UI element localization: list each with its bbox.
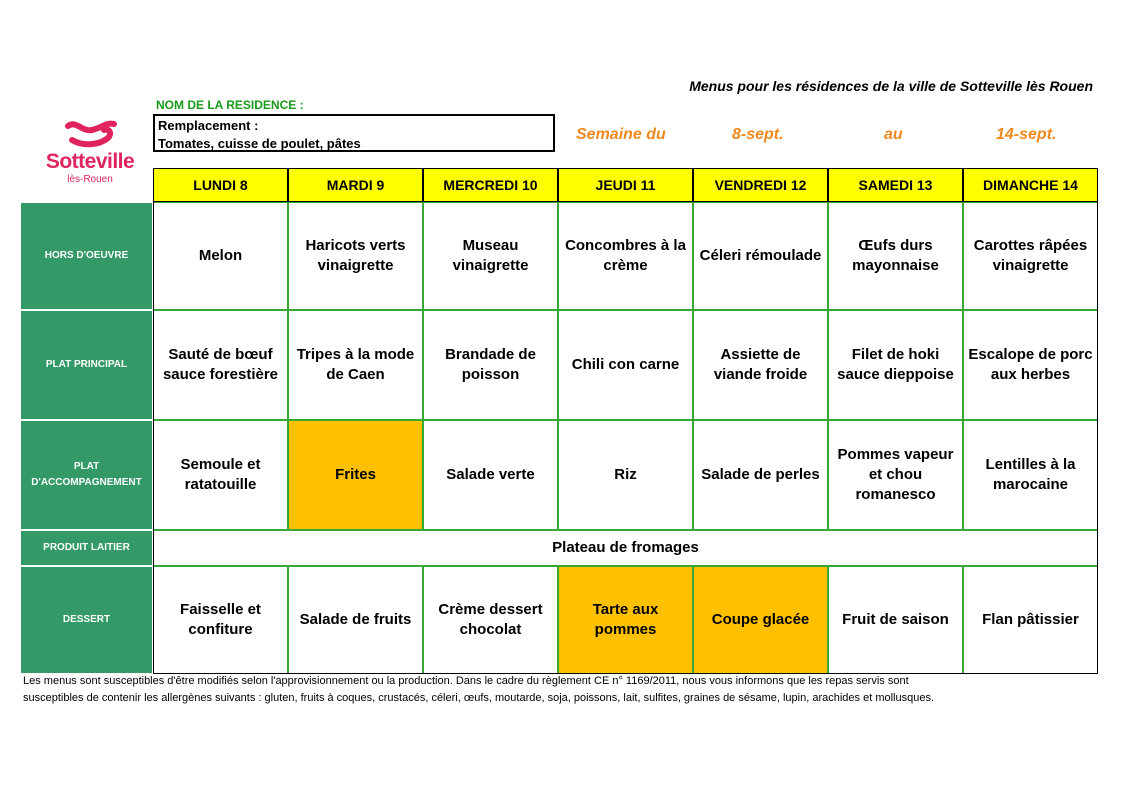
menu-cell: Semoule et ratatouille: [153, 420, 288, 530]
row-label: PRODUIT LAITIER: [20, 530, 153, 566]
day-header: SAMEDI 13: [828, 168, 963, 202]
menu-cell: Flan pâtissier: [963, 566, 1098, 674]
menu-cell: Museau vinaigrette: [423, 202, 558, 310]
day-header: LUNDI 8: [153, 168, 288, 202]
menu-cell: Concombres à la crème: [558, 202, 693, 310]
menu-cell: Salade verte: [423, 420, 558, 530]
footer-line-1: Les menus sont susceptibles d'être modifiés selon l'approvisionnement ou la production. Dans le cadre du règlement CE n° 1169/2011, nous vous informons que les repas servis sont: [23, 675, 909, 687]
day-header: MERCREDI 10: [423, 168, 558, 202]
week-start: 8-sept.: [732, 126, 784, 143]
menu-cell: Haricots verts vinaigrette: [288, 202, 423, 310]
day-header: JEUDI 11: [558, 168, 693, 202]
allergen-notice: [23, 673, 1103, 707]
footer-line-2: susceptibles de contenir les allergènes suivants : gluten, fruits à coques, crustacés, céleri, œufs, moutarde, soja, poissons, lait, sulfites, graines de sésame, lupin, arachides et mollusques.: [23, 692, 935, 704]
merged-menu-cell: Plateau de fromages: [153, 530, 1098, 566]
menu-cell: Assiette de viande froide: [693, 310, 828, 420]
menu-cell: Riz: [558, 420, 693, 530]
menu-cell: Lentilles à la marocaine: [963, 420, 1098, 530]
logo-swirl-icon: [62, 118, 118, 148]
menu-cell: Faisselle et confiture: [153, 566, 288, 674]
menu-cell: Frites: [288, 420, 423, 530]
replacement-label: Remplacement :: [158, 118, 259, 133]
week-end: 14-sept.: [996, 126, 1057, 143]
menu-cell: Œufs durs mayonnaise: [828, 202, 963, 310]
row-label: PLAT D'ACCOMPAGNEMENT: [20, 420, 153, 530]
menu-cell: Pommes vapeur et chou romanesco: [828, 420, 963, 530]
logo-subtitle: lès-Rouen: [67, 174, 113, 185]
menu-cell: Sauté de bœuf sauce forestière: [153, 310, 288, 420]
menu-cell: Salade de perles: [693, 420, 828, 530]
menu-cell: Carottes râpées vinaigrette: [963, 202, 1098, 310]
page-title: Menus pour les résidences de la ville de Sotteville lès Rouen: [689, 78, 1093, 94]
menu-cell: Melon: [153, 202, 288, 310]
residence-box: [153, 114, 555, 152]
logo-name: Sotteville: [45, 150, 135, 173]
menu-table: [20, 168, 1098, 674]
day-header: DIMANCHE 14: [963, 168, 1098, 202]
menu-cell: Brandade de poisson: [423, 310, 558, 420]
menu-cell: Tarte aux pommes: [558, 566, 693, 674]
row-label: HORS D'OEUVRE: [20, 202, 153, 310]
menu-cell: Crème dessert chocolat: [423, 566, 558, 674]
menu-cell: Filet de hoki sauce dieppoise: [828, 310, 963, 420]
menu-cell: Salade de fruits: [288, 566, 423, 674]
menu-cell: Céleri rémoulade: [693, 202, 828, 310]
row-label: PLAT PRINCIPAL: [20, 310, 153, 420]
menu-cell: Coupe glacée: [693, 566, 828, 674]
week-prefix: Semaine du: [576, 126, 666, 143]
day-header: VENDREDI 12: [693, 168, 828, 202]
replacement-text: Tomates, cuisse de poulet, pâtes: [158, 136, 361, 151]
residence-label: NOM DE LA RESIDENCE :: [156, 98, 304, 112]
row-label: DESSERT: [20, 566, 153, 674]
menu-cell: Fruit de saison: [828, 566, 963, 674]
menu-cell: Tripes à la mode de Caen: [288, 310, 423, 420]
menu-cell: Escalope de porc aux herbes: [963, 310, 1098, 420]
day-header: MARDI 9: [288, 168, 423, 202]
menu-cell: Chili con carne: [558, 310, 693, 420]
week-middle: au: [884, 126, 903, 143]
